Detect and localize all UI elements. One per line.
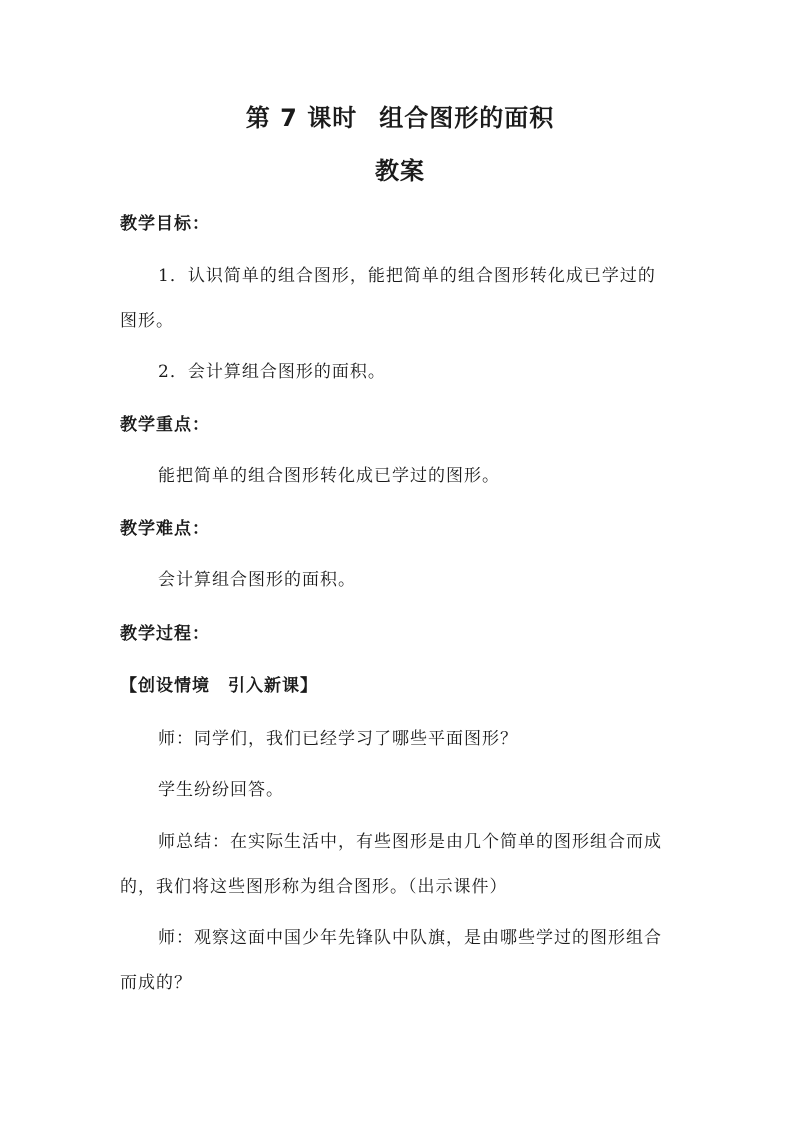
- objective-2: 2．会计算组合图形的面积。: [158, 362, 386, 382]
- objective-1-line-2: 图形。: [120, 311, 174, 331]
- paragraph-3-line-2: 的，我们将这些图形称为组合图形。（出示课件）: [120, 877, 508, 897]
- stage-heading: 【创设情境 引入新课】: [120, 676, 318, 696]
- page-title: [0, 102, 800, 134]
- objectives-heading: 教学目标：: [120, 214, 210, 234]
- paragraph-1: 师：同学们，我们已经学习了哪些平面图形？: [158, 729, 518, 749]
- paragraph-4-line-1: 师：观察这面中国少年先锋队中队旗，是由哪些学过的图形组合: [158, 928, 662, 948]
- key-points-heading: 教学重点：: [120, 415, 210, 435]
- key-points-text: 能把简单的组合图形转化成已学过的图形。: [158, 466, 500, 486]
- objective-1-line-1: 1．认识简单的组合图形，能把简单的组合图形转化成已学过的: [158, 266, 656, 286]
- difficulties-text: 会计算组合图形的面积。: [158, 570, 356, 590]
- difficulties-heading: 教学难点：: [120, 519, 210, 539]
- page-subtitle: 教案: [375, 157, 425, 185]
- title-topic: 组合图形的面积: [379, 104, 555, 132]
- title-lesson-number: 第 7 课时: [245, 104, 358, 132]
- process-heading: 教学过程：: [120, 624, 210, 644]
- paragraph-2: 学生纷纷回答。: [158, 780, 284, 800]
- paragraph-3-line-1: 师总结：在实际生活中，有些图形是由几个简单的图形组合而成: [158, 832, 662, 852]
- paragraph-4-line-2: 而成的？: [120, 973, 192, 993]
